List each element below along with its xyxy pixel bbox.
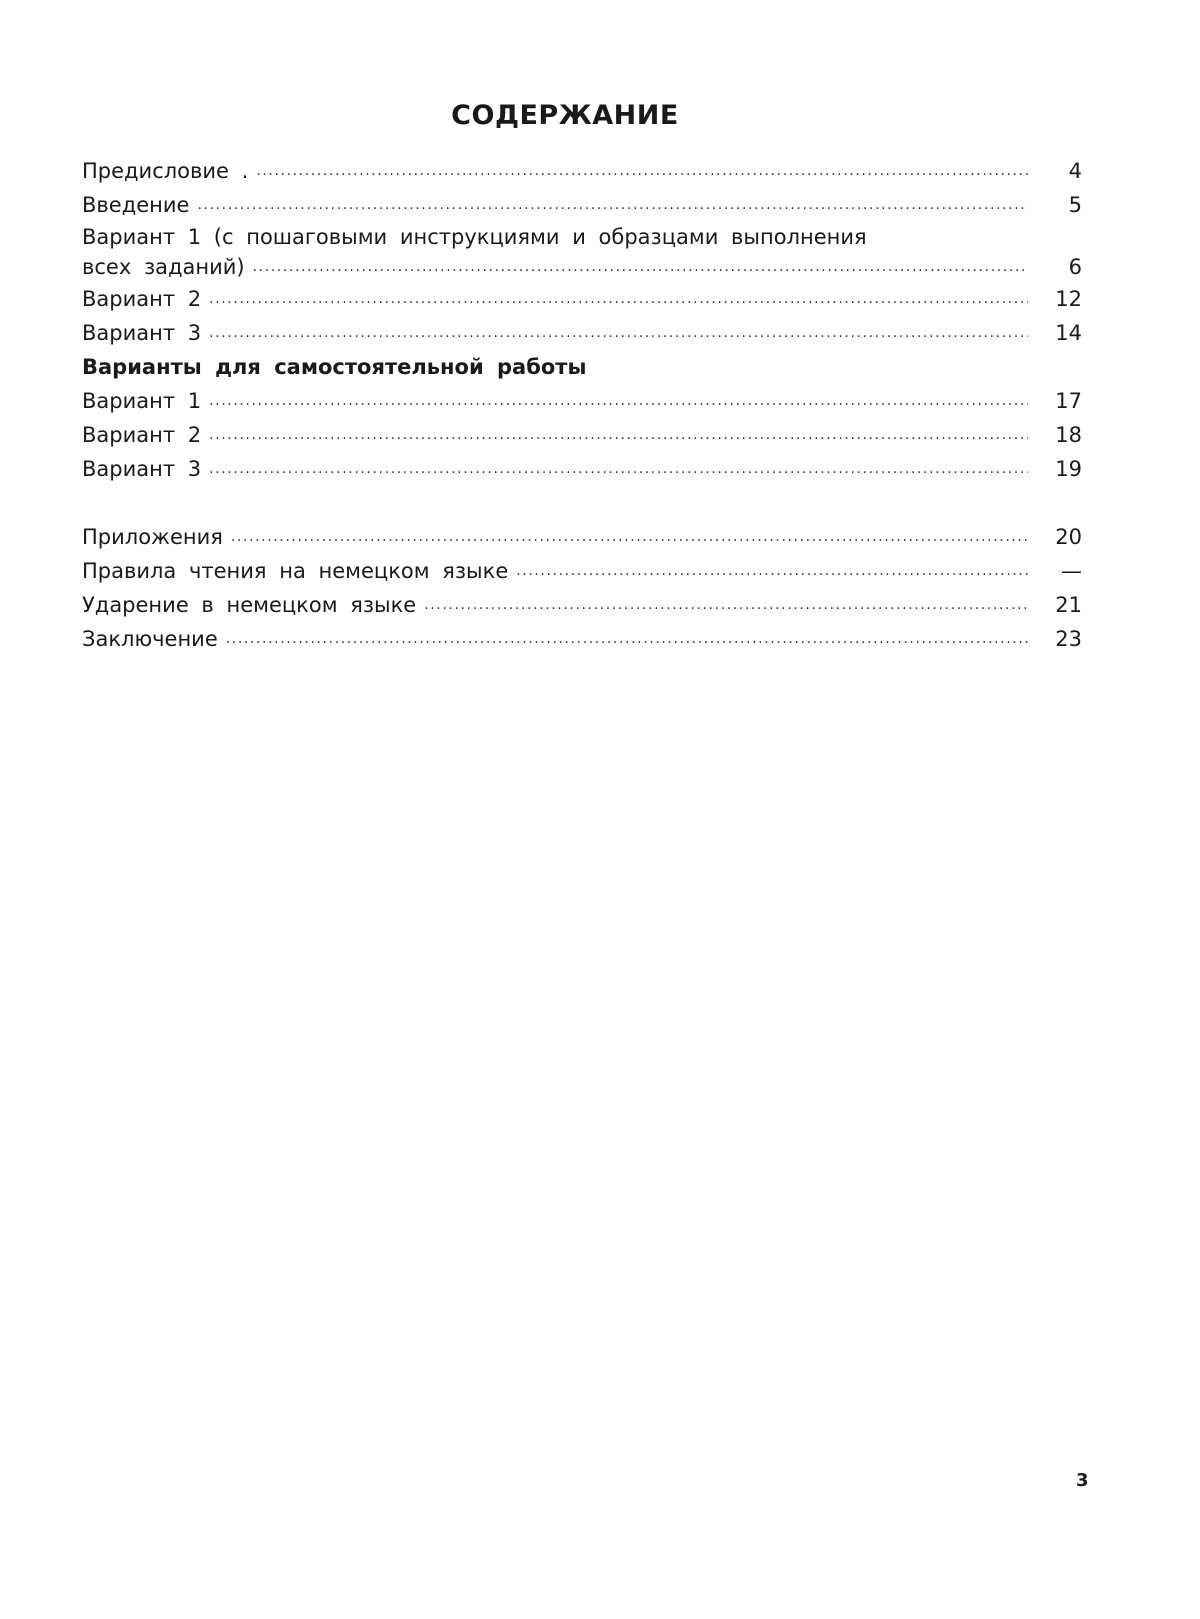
toc-entry-variant-1: [82, 222, 1082, 282]
toc-page-number: 21: [1055, 593, 1082, 617]
toc-page-number: 12: [1055, 287, 1082, 311]
toc-entry-label: Вариант 1: [82, 389, 202, 413]
toc-entry-label: Ударение в немецком языке: [82, 593, 417, 617]
toc-entry-label: Вариант 2: [82, 423, 202, 447]
toc-entry-self-variant-1: [82, 384, 1082, 418]
dot-leader: [424, 588, 1028, 622]
toc-entry-introduction: [82, 188, 1082, 222]
toc-page-number: 17: [1055, 389, 1082, 413]
toc-page-number: —: [1061, 559, 1082, 583]
toc-page-number: 20: [1055, 525, 1082, 549]
toc-entry-self-variant-2: [82, 418, 1082, 452]
dot-leader: [256, 154, 1028, 188]
dot-leader: [209, 282, 1028, 316]
dot-leader: [253, 252, 1028, 282]
dot-leader: [209, 384, 1028, 418]
dot-leader: [209, 452, 1028, 486]
toc-entry-label-line1: Вариант 1 (с пошаговыми инструкциями и образцами выполнения: [82, 225, 867, 249]
toc-section-heading: [82, 350, 1082, 384]
dot-leader: [197, 188, 1028, 222]
toc-page-number: 18: [1055, 423, 1082, 447]
toc-page-number: 5: [1068, 193, 1082, 217]
dot-leader: [226, 622, 1028, 656]
toc-entry-preface: [82, 154, 1082, 188]
toc-title: СОДЕРЖАНИЕ: [451, 100, 679, 131]
toc-entry-label: Введение: [82, 193, 190, 217]
toc-entry-self-variant-3: [82, 452, 1082, 486]
toc-entry-variant-2: [82, 282, 1082, 316]
toc-page-number: 19: [1055, 457, 1082, 481]
toc-page-number: 6: [1068, 255, 1082, 279]
toc-entry-variant-3: [82, 316, 1082, 350]
dot-leader: [209, 316, 1028, 350]
dot-leader: [209, 418, 1028, 452]
toc-entry-appendices: [82, 520, 1082, 554]
toc-entry-stress: [82, 588, 1082, 622]
toc-page-number: 4: [1068, 159, 1082, 183]
toc-entry-reading-rules: [82, 554, 1082, 588]
toc-entry-label: Вариант 3: [82, 321, 202, 345]
toc-entry-label: Вариант 3: [82, 457, 202, 481]
toc-entry-conclusion: [82, 622, 1082, 656]
toc-entry-label: Предисловие .: [82, 159, 249, 183]
dot-leader: [231, 520, 1028, 554]
toc-entry-label: Заключение: [82, 627, 218, 651]
toc-entry-label-line2: всех заданий): [82, 255, 245, 279]
toc-page-number: 23: [1055, 627, 1082, 651]
page-number: 3: [1076, 1470, 1089, 1491]
toc-entry-label: Правила чтения на немецком языке: [82, 559, 509, 583]
toc-entry-label: Вариант 2: [82, 287, 202, 311]
section-spacer: [82, 486, 1082, 520]
dot-leader: [516, 554, 1028, 588]
table-of-contents: [82, 154, 1082, 656]
toc-page-number: 14: [1055, 321, 1082, 345]
section-heading-label: Варианты для самостоятельной работы: [82, 355, 587, 379]
toc-entry-label: Приложения: [82, 525, 223, 549]
